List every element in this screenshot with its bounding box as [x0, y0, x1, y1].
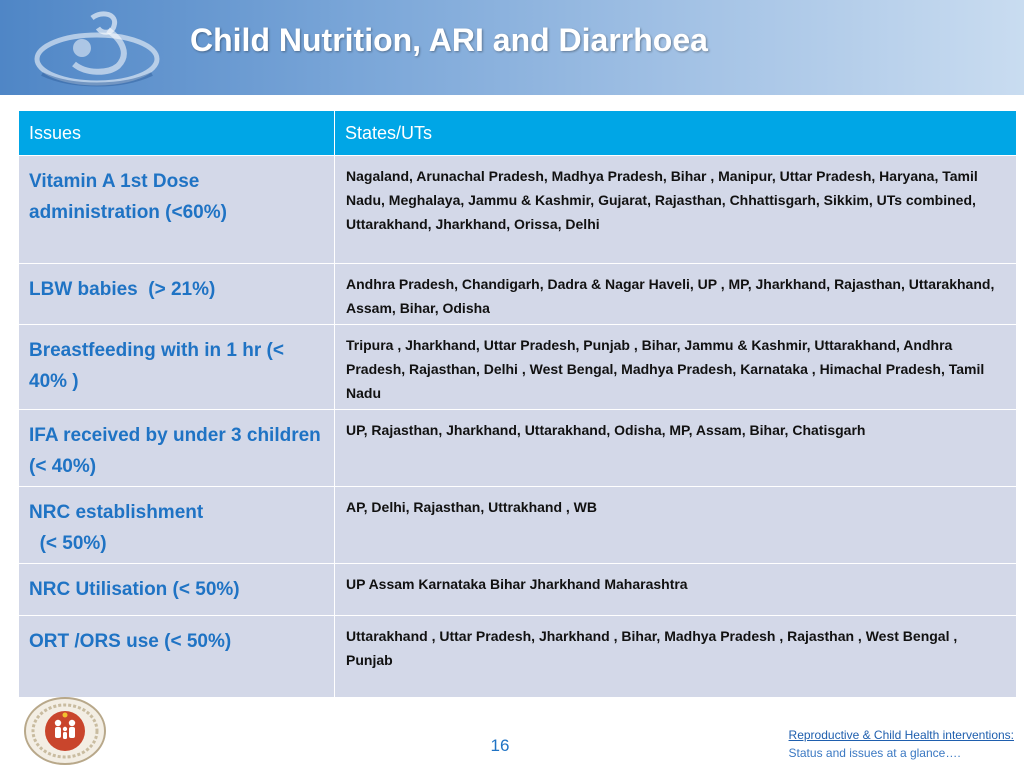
states-cell: Tripura , Jharkhand, Uttar Pradesh, Punjab , Bihar, Jammu & Kashmir, Uttarakhand, Andhra Pradesh, Rajasthan, Delhi , West Bengal, Madhya Pradesh, Karnataka , Himachal Pradesh, Tamil Nadu [335, 325, 1017, 410]
page-number: 16 [490, 736, 510, 755]
table-row [19, 410, 1017, 487]
family-emblem-icon [22, 696, 108, 766]
table-header-row [19, 111, 1017, 156]
issue-cell: NRC Utilisation (< 50%) [19, 564, 335, 616]
column-header-states: States/UTs [335, 111, 1017, 156]
issues-table [18, 110, 1017, 698]
states-cell: Andhra Pradesh, Chandigarh, Dadra & Nagar Haveli, UP , MP, Jharkhand, Rajasthan, Uttarakhand, Assam, Bihar, Odisha [335, 264, 1017, 325]
states-cell: UP, Rajasthan, Jharkhand, Uttarakhand, Odisha, MP, Assam, Bihar, Chatisgarh [335, 410, 1017, 487]
footer-subtitle: Status and issues at a glance…. [788, 746, 961, 760]
table-row [19, 616, 1017, 698]
states-cell: Nagaland, Arunachal Pradesh, Madhya Pradesh, Bihar , Manipur, Uttar Pradesh, Haryana, Tamil Nadu, Meghalaya, Jammu & Kashmir, Gujarat, Rajasthan, Chhattisgarh, Sikkim, UTs combined, Uttarakhand, Jharkhand, Orissa, Delhi [335, 156, 1017, 264]
table-row [19, 325, 1017, 410]
footer-caption [789, 726, 1014, 762]
states-cell: UP Assam Karnataka Bihar Jharkhand Maharashtra [335, 564, 1017, 616]
table-row [19, 156, 1017, 264]
mother-child-logo-icon [22, 4, 172, 92]
table-row [19, 564, 1017, 616]
slide-title: Child Nutrition, ARI and Diarrhoea [190, 22, 708, 58]
column-header-issues: Issues [19, 111, 335, 156]
table-row [19, 264, 1017, 325]
issue-cell: IFA received by under 3 children (< 40%) [19, 410, 335, 487]
header-banner [0, 0, 1024, 95]
states-cell: Uttarakhand , Uttar Pradesh, Jharkhand , Bihar, Madhya Pradesh , Rajasthan , West Bengal , Punjab [335, 616, 1017, 698]
footer-link-text[interactable]: Reproductive & Child Health interventions: [788, 728, 1014, 742]
table-row [19, 487, 1017, 564]
issue-cell: LBW babies (> 21%) [19, 264, 335, 325]
issue-cell: NRC establishment (< 50%) [19, 487, 335, 564]
issue-cell: ORT /ORS use (< 50%) [19, 616, 335, 698]
issue-cell: Breastfeeding with in 1 hr (< 40% ) [19, 325, 335, 410]
issue-cell: Vitamin A 1st Dose administration (<60%) [19, 156, 335, 264]
states-cell: AP, Delhi, Rajasthan, Uttrakhand , WB [335, 487, 1017, 564]
